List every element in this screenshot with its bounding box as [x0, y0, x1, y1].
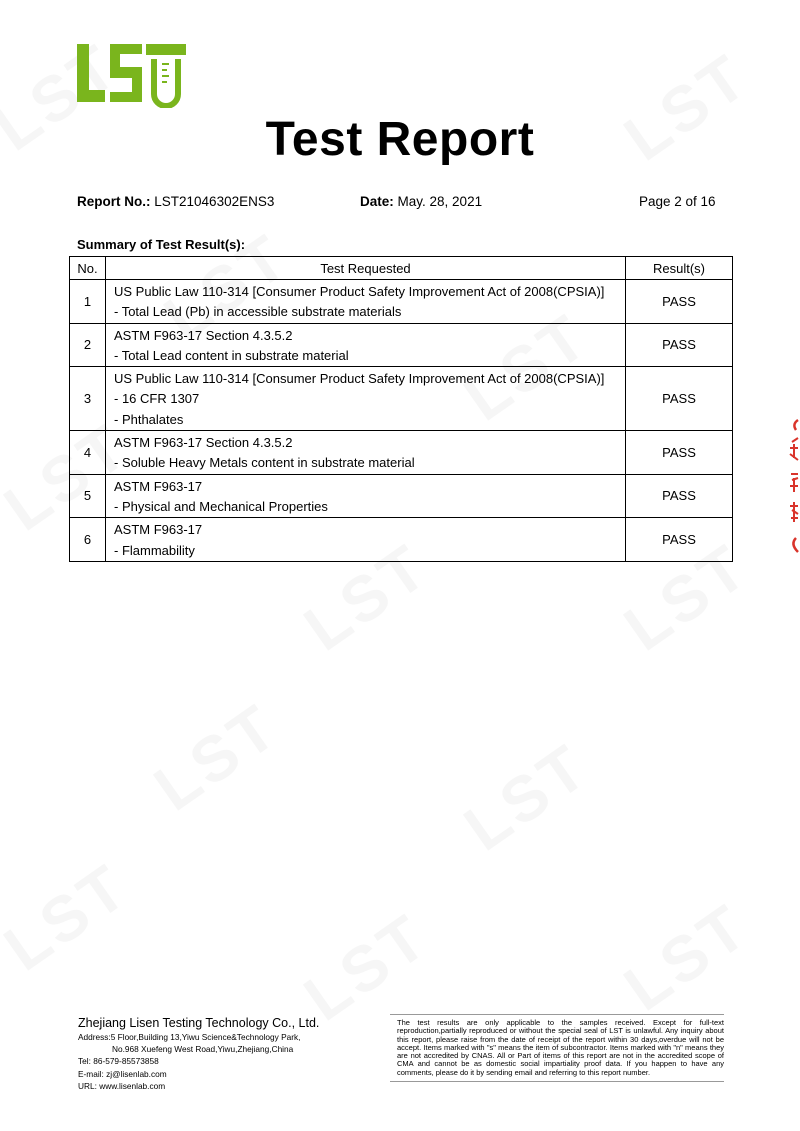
- table-row: [70, 518, 733, 562]
- result-cell: PASS: [626, 474, 733, 518]
- result-cell: PASS: [626, 280, 733, 324]
- table-row: [70, 474, 733, 518]
- test-line: ASTM F963-17: [114, 478, 203, 494]
- column-header-result: Result(s): [626, 257, 733, 280]
- watermark: [611, 889, 762, 1026]
- test-requested: [106, 323, 626, 367]
- test-line: - Soluble Heavy Metals content in substrate material: [114, 455, 415, 471]
- test-line: US Public Law 110-314 [Consumer Product Safety Improvement Act of 2008(CPSIA)]: [114, 371, 605, 387]
- watermark: [451, 729, 602, 866]
- results-table: [69, 256, 733, 562]
- summary-heading: Summary of Test Result(s):: [77, 237, 246, 252]
- disclaimer: The test results are only applicable to the samples received. Except for full-text reproduction,partially reproduced or without the special seal of LST is unlawful. Any inquiry about this report, please raise from the date of receipt of the report within 30 days,overdue will not be accept. Items marked with "s" means the item of subcontractor. Items marked with "n" means they are not accredited by CNAS. All or Part of items of this report are not in the accredited scope of CMA and cannot be as domestic social impartiality proof data. If you happen to have any comments, please do it by sending email and referring to this report number.: [390, 1014, 724, 1082]
- test-line: ASTM F963-17: [114, 522, 203, 538]
- test-requested: [106, 367, 626, 431]
- column-header-no: No.: [70, 257, 106, 280]
- row-number: 1: [70, 280, 106, 324]
- test-line: ASTM F963-17 Section 4.3.5.2: [114, 435, 293, 451]
- report-date-value: May. 28, 2021: [397, 194, 483, 209]
- report-number-value: LST21046302ENS3: [154, 194, 275, 209]
- test-line: - Total Lead (Pb) in accessible substrate materials: [114, 304, 402, 320]
- company-name: Zhejiang Lisen Testing Technology Co., Ltd.: [78, 1016, 320, 1030]
- table-header-row: [70, 257, 733, 280]
- table-row: [70, 367, 733, 431]
- row-number: 2: [70, 323, 106, 367]
- watermark: [141, 689, 292, 826]
- report-number: [77, 194, 274, 209]
- row-number: 3: [70, 367, 106, 431]
- test-line: - Phthalates: [114, 411, 184, 427]
- test-requested: [106, 474, 626, 518]
- official-seal: [786, 418, 800, 554]
- email[interactable]: E-mail: zj@lisenlab.com: [78, 1068, 167, 1079]
- row-number: 4: [70, 431, 106, 475]
- test-line: - Physical and Mechanical Properties: [114, 498, 328, 514]
- report-date-label: Date:: [360, 194, 394, 209]
- telephone: Tel: 86-579-85573858: [78, 1056, 159, 1067]
- watermark: [0, 849, 142, 986]
- test-line: - Flammability: [114, 542, 195, 558]
- address-line: Address:5 Floor,Building 13,Yiwu Science&Technology Park,: [78, 1032, 301, 1042]
- test-line: - Total Lead content in substrate material: [114, 347, 349, 363]
- test-requested: [106, 431, 626, 475]
- page-number: Page 2 of 16: [639, 194, 716, 209]
- table-row: [70, 323, 733, 367]
- report-date: [360, 194, 482, 209]
- table-row: [70, 280, 733, 324]
- result-cell: PASS: [626, 323, 733, 367]
- website-url[interactable]: URL: www.lisenlab.com: [78, 1080, 166, 1091]
- address-line: No.968 Xuefeng West Road,Yiwu,Zhejiang,China: [112, 1044, 294, 1055]
- test-line: - 16 CFR 1307: [114, 391, 200, 407]
- page-title: Test Report: [265, 113, 535, 166]
- report-number-label: Report No.:: [77, 194, 151, 209]
- test-requested: [106, 280, 626, 324]
- table-row: [70, 431, 733, 475]
- row-number: 6: [70, 518, 106, 562]
- result-cell: PASS: [626, 431, 733, 475]
- column-header-test: Test Requested: [106, 257, 626, 280]
- row-number: 5: [70, 474, 106, 518]
- test-requested: [106, 518, 626, 562]
- company-contact: [78, 1031, 300, 1092]
- test-line: ASTM F963-17 Section 4.3.5.2: [114, 327, 293, 343]
- result-cell: PASS: [626, 367, 733, 431]
- lst-logo: [76, 42, 188, 108]
- result-cell: PASS: [626, 518, 733, 562]
- test-line: US Public Law 110-314 [Consumer Product Safety Improvement Act of 2008(CPSIA)]: [114, 284, 605, 299]
